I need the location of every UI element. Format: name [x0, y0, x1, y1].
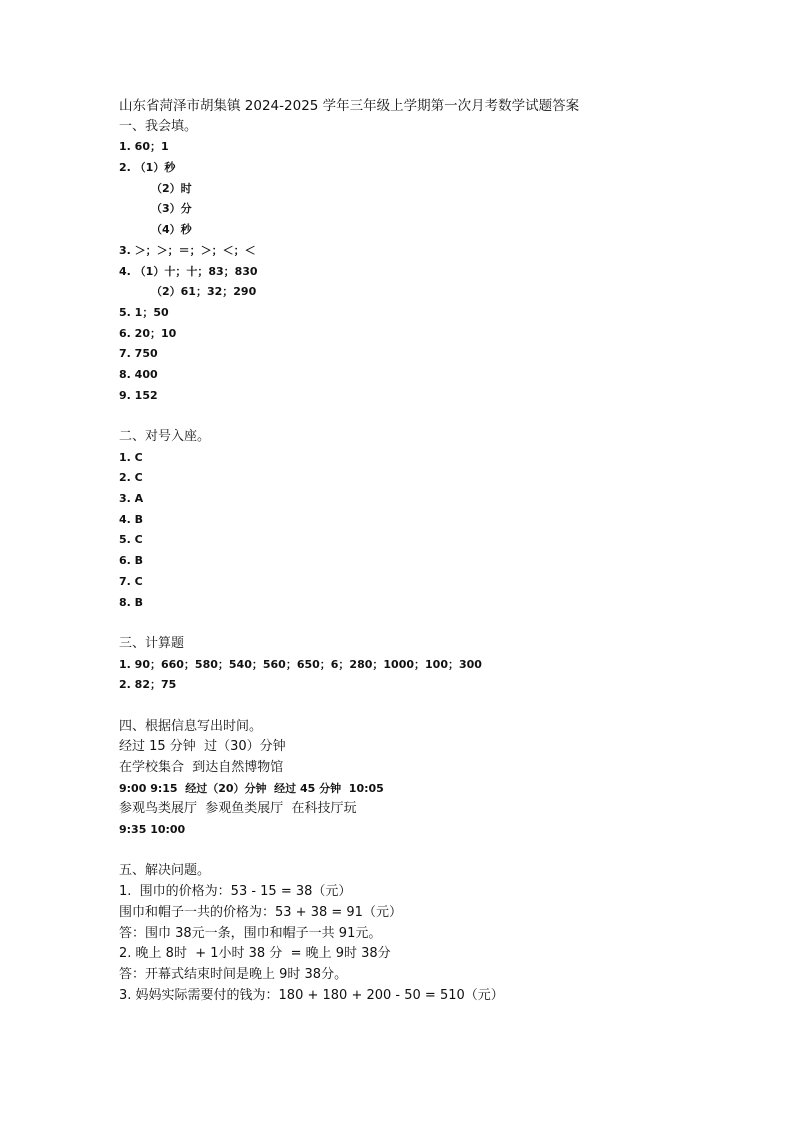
answer-line: 答：围巾 38元一条，围巾和帽子一共 91元。	[119, 925, 382, 941]
answer-line: （2）时	[151, 181, 192, 195]
answer-document	[119, 96, 739, 1006]
section-heading: 五、解决问题。	[119, 863, 211, 879]
answer-line: 6. B	[119, 554, 144, 568]
section-heading: 一、我会填。	[119, 118, 198, 134]
answer-line: 9:00 9:15 经过（20）分钟 经过 45 分钟 10:05	[119, 781, 384, 795]
answer-line: 8. B	[119, 595, 144, 609]
answer-line: 3. 妈妈实际需要付的钱为：180 + 180 + 200 - 50 = 510（元）	[119, 987, 504, 1003]
section-heading: 二、对号入座。	[119, 429, 211, 444]
answer-line: 1. C	[119, 450, 143, 464]
answer-line: 6. 20；10	[119, 326, 177, 340]
answer-line: （4）秒	[151, 223, 192, 237]
answer-line: 3. A	[119, 492, 144, 506]
answer-line: 答：开幕式结束时间是晚上 9时 38分。	[119, 966, 348, 982]
answer-line: 5. C	[119, 533, 143, 547]
answer-line: 在学校集合 到达自然博物馆	[119, 760, 284, 775]
answer-line: 2. 晚上 8时 + 1小时 38 分 = 晚上 9时 38分	[119, 946, 391, 962]
answer-line: 9:35 10:00	[119, 823, 186, 837]
answer-line: 经过 15 分钟 过（30）分钟	[119, 739, 286, 755]
answer-line: 2. 82；75	[119, 678, 177, 692]
answer-line: （3）分	[151, 202, 192, 216]
answer-line: 3. ＞；＞；＝；＞；＜；＜	[119, 243, 256, 257]
answer-line: 1. 90；660；580；540；560；650；6；280；1000；100；300	[119, 657, 482, 671]
answer-line: 9. 152	[119, 388, 158, 402]
section-spacer	[119, 841, 739, 862]
answer-line: 1. 60；1	[119, 140, 169, 154]
section-spacer	[119, 406, 739, 427]
section-heading: 四、根据信息写出时间。	[119, 718, 263, 734]
answer-line: 2. （1）秒	[119, 161, 176, 175]
answer-line: 4. B	[119, 512, 144, 526]
sections-container	[119, 117, 739, 1007]
answer-line: 8. 400	[119, 367, 158, 381]
answer-line: （2）61；32；290	[151, 285, 257, 299]
answer-line: 围巾和帽子一共的价格为：53 + 38 = 91（元）	[119, 904, 402, 920]
answer-line: 7. C	[119, 574, 143, 588]
section-heading: 三、计算题	[119, 635, 185, 651]
answer-line: 参观鸟类展厅 参观鱼类展厅 在科技厅玩	[119, 801, 357, 817]
answer-line: 4. （1）十；十；83；830	[119, 264, 258, 278]
answer-line: 2. C	[119, 471, 143, 485]
answer-line: 7. 750	[119, 347, 158, 361]
answer-line: 5. 1；50	[119, 305, 169, 319]
document-title: 山东省菏泽市胡集镇 2024-2025 学年三年级上学期第一次月考数学试题答案	[119, 98, 580, 114]
section-spacer	[119, 613, 739, 634]
answer-line: 1. 围巾的价格为：53 - 15 = 38（元）	[119, 884, 352, 900]
section-spacer	[119, 696, 739, 717]
